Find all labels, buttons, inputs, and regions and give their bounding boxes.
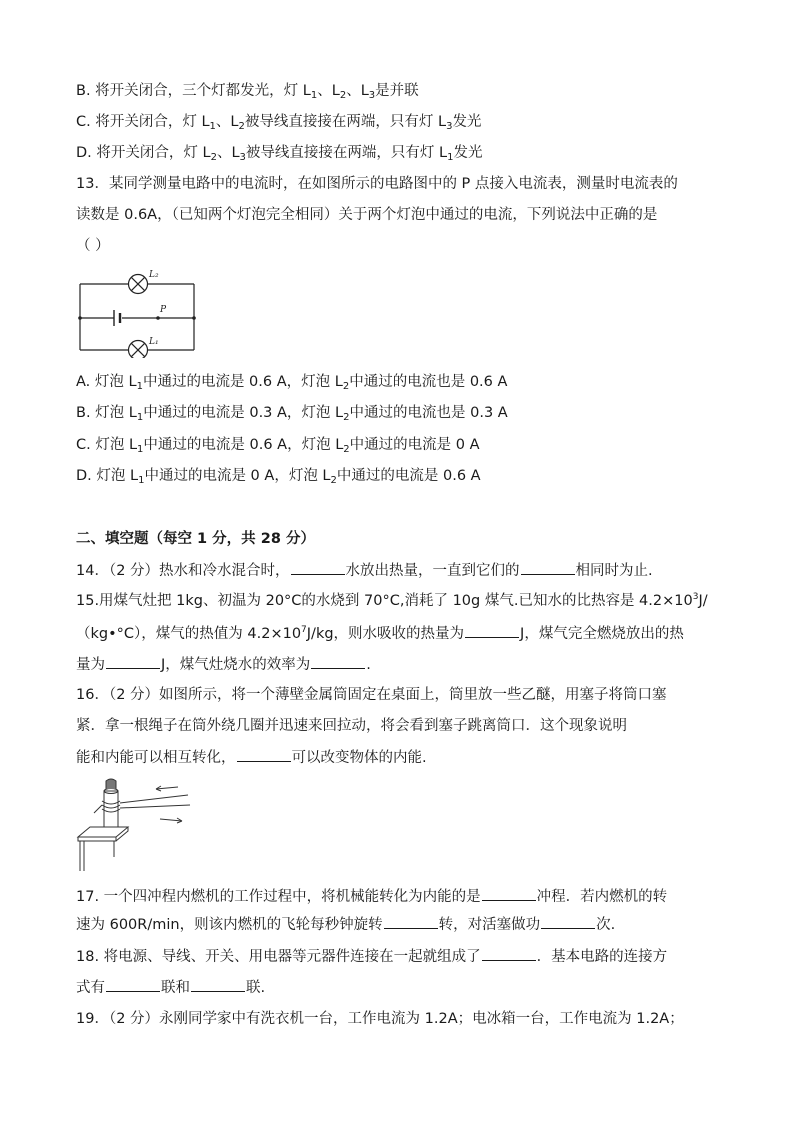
q18-line2: 式有 联和 联.	[76, 977, 265, 998]
q19-line1: 19．（2 分）永刚同学家中有洗衣机一台，工作电流为 1.2A；电冰箱一台，工作电流为 1.2A；	[76, 1011, 684, 1027]
blank[interactable]	[482, 946, 536, 961]
blank[interactable]	[482, 886, 536, 901]
q13-option-b: B. 灯泡 $L_1$中通过的电流是 0.3 A，灯泡 $L_2$中通过的电流也是 0.3 A	[76, 405, 508, 423]
q13-stem-line2: 读数是 0.6A，（已知两个灯泡完全相同）关于两个灯泡中通过的电流，下列说法中正确的是	[76, 207, 658, 223]
q15-line3: 量为 J，煤气灶烧水的效率为 .	[76, 654, 371, 675]
q15-line2: （kg•°C），煤气的热值为 $4.2\times 10^7J/kg$，则水吸收的热量为 J，煤气完全燃烧放出的热	[76, 625, 684, 642]
q13-option-a: A. 灯泡 $L_1$中通过的电流是 0.6 A，灯泡 $L_2$中通过的电流也是 0.6 A	[76, 374, 508, 392]
q13-stem-line1: 13．某同学测量电路中的电流时，在如图所示的电路图中的 P 点接入电流表，测量时电流表的	[76, 176, 678, 192]
q12-option-c: C. 将开关闭合，灯 $L_1$、$L_2$被导线直接接在两端，只有灯 $L_3$发光	[76, 114, 482, 132]
q17-line1: 17. 一个四冲程内燃机的工作过程中，将机械能转化为内能的是 冲程．若内燃机的转	[76, 886, 667, 907]
label-l2: L₂	[149, 270, 159, 280]
q18-line1: 18. 将电源、导线、开关、用电器等元器件连接在一起就组成了 ．基本电路的连接方	[76, 946, 667, 967]
label-l1: L₁	[149, 337, 159, 347]
q14: 14．（2 分）热水和冷水混合时， 水放出热量，一直到它们的 相同时为止.	[76, 560, 653, 581]
blank[interactable]	[521, 560, 575, 575]
section-title: 二、填空题（每空 1 分，共 28 分）	[76, 531, 315, 547]
blank[interactable]	[291, 560, 345, 575]
blank[interactable]	[541, 914, 595, 929]
blank[interactable]	[465, 623, 519, 638]
q13-option-d: D. 灯泡 $L_1$中通过的电流是 0 A，灯泡 $L_2$中通过的电流是 0.6 A	[76, 468, 481, 486]
label-p: P	[160, 305, 167, 315]
q16-line3: 能和内能可以相互转化， 可以改变物体的内能.	[76, 747, 427, 768]
circuit-diagram	[76, 262, 200, 358]
blank[interactable]	[191, 977, 245, 992]
q16-line2: 紧．拿一根绳子在筒外绕几圈并迅速来回拉动，将会看到塞子跳离筒口．这个现象说明	[76, 718, 627, 734]
blank[interactable]	[311, 654, 365, 669]
metal-tube-figure	[76, 775, 196, 875]
q13-stem-line3: （ ）	[76, 238, 110, 254]
blank[interactable]	[237, 747, 291, 762]
q15-line1: 15.用煤气灶把 1kg、初温为 20°C的水烧到 70°C,消耗了 10g 煤气.已知水的比热容是 $4.2\times 10^3J/$	[76, 592, 708, 609]
q12-option-b: B. 将开关闭合，三个灯都发光，灯 $L_1$、$L_2$、$L_3$是并联	[76, 83, 419, 101]
blank[interactable]	[106, 977, 160, 992]
q17-line2: 速为 600R/min，则该内燃机的飞轮每秒钟旋转 转，对活塞做功 次.	[76, 914, 615, 935]
q13-option-c: C. 灯泡 $L_1$中通过的电流是 0.6 A，灯泡 $L_2$中通过的电流是 0 A	[76, 437, 480, 455]
blank[interactable]	[106, 654, 160, 669]
blank[interactable]	[384, 914, 438, 929]
q16-line1: 16．（2 分）如图所示，将一个薄壁金属筒固定在桌面上，筒里放一些乙醚，用塞子将筒口塞	[76, 687, 667, 703]
q12-option-d: D. 将开关闭合，灯 $L_2$、$L_3$被导线直接接在两端，只有灯 $L_1$发光	[76, 145, 483, 163]
